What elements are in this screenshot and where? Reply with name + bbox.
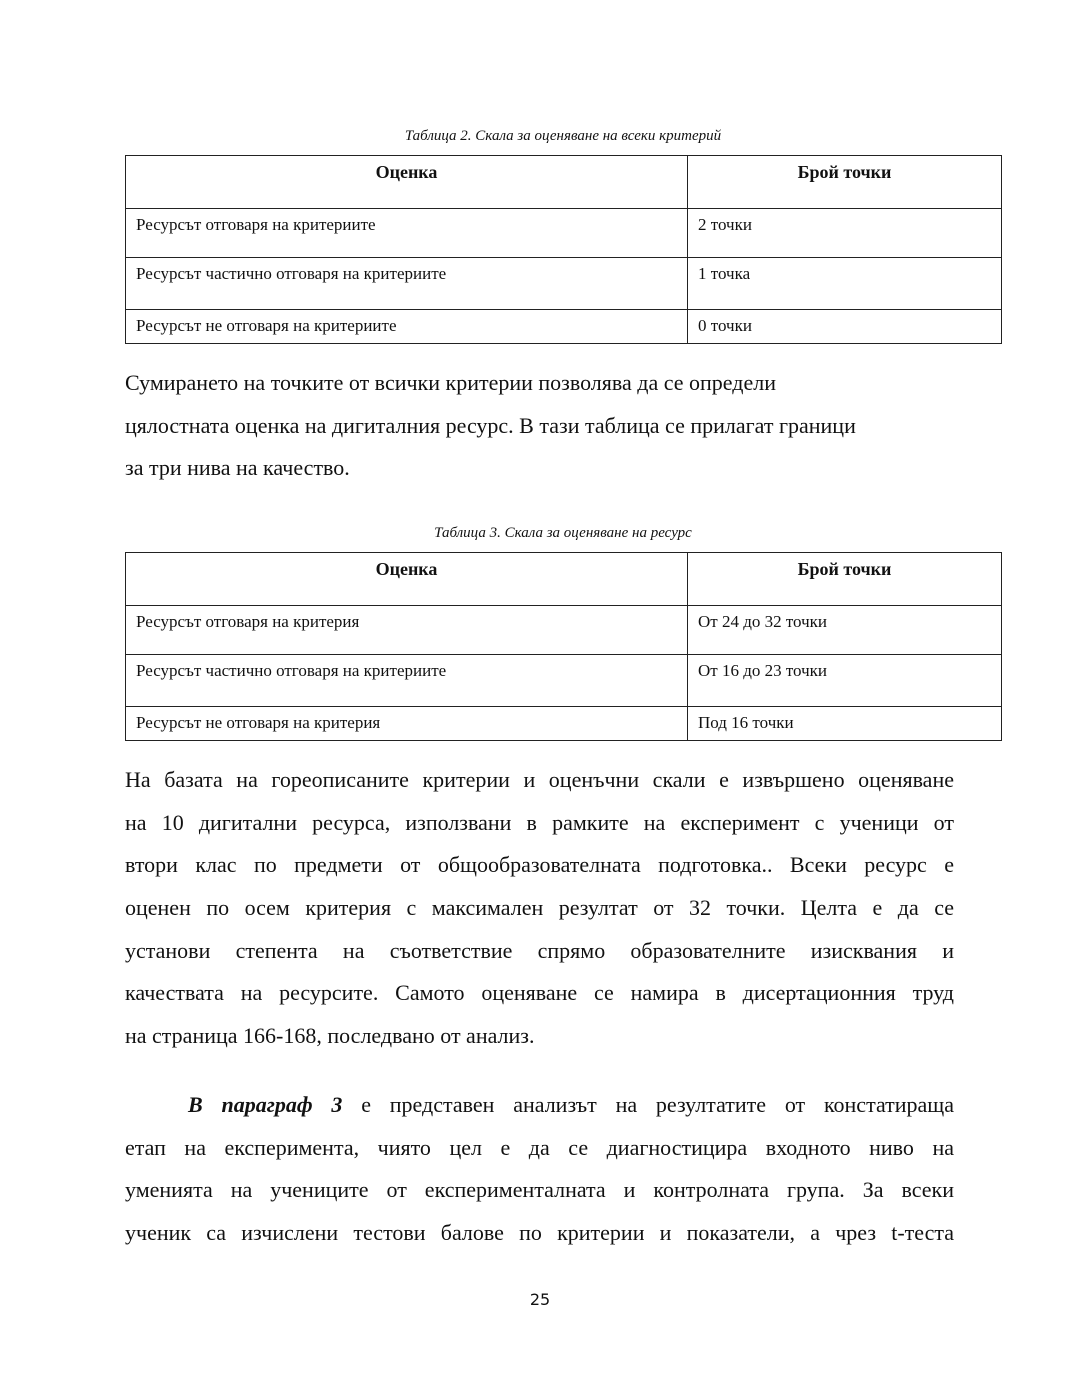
text-line: за три нива на качество. [125, 455, 350, 481]
table-header-cell: Оценка [126, 553, 688, 606]
table-cell: От 16 до 23 точки [688, 655, 1002, 707]
table-cell: Ресурсът частично отговаря на критериите [126, 258, 688, 310]
table3-caption: Таблица 3. Скала за оценяване на ресурс [434, 525, 692, 541]
table-header-row [126, 553, 1002, 606]
text-fragment: е представен анализът на резултатите от констатираща [342, 1092, 954, 1117]
text-line: ученик са изчислени тестови балове по критерии и показатели, а чрез t-теста [125, 1220, 954, 1246]
table2 [125, 155, 1002, 344]
paragraph-scoring-summary [125, 362, 954, 490]
table-row [126, 310, 1002, 344]
text-line: На базата на гореописаните критерии и оценъчни скали е извършено оценяване [125, 767, 954, 792]
section-reference: В параграф 3 [188, 1092, 343, 1117]
table-cell: 2 точки [688, 209, 1002, 258]
table-row [126, 707, 1002, 741]
table-header-cell: Брой точки [688, 156, 1002, 209]
table-cell: 0 точки [688, 310, 1002, 344]
table-header-row [126, 156, 1002, 209]
text-line: на страница 166-168, последвано от анализ. [125, 1023, 535, 1049]
text-line [125, 1084, 954, 1127]
page-number: 25 [529, 1290, 551, 1309]
table-header-cell: Брой точки [688, 553, 1002, 606]
table3 [125, 552, 1002, 741]
table-row [126, 258, 1002, 310]
text-line: на 10 дигитални ресурса, използвани в рамките на експеримент с ученици от [125, 809, 954, 835]
paragraph-section-3 [125, 1084, 954, 1255]
table-cell: Ресурсът частично отговаря на критериите [126, 655, 688, 707]
text-line: Сумирането на точките от всички критерии позволява да се определи [125, 370, 776, 395]
table-row [126, 209, 1002, 258]
table-cell: Ресурсът не отговаря на критерия [126, 707, 688, 741]
table-header-cell: Оценка [126, 156, 688, 209]
table-cell: Ресурсът отговаря на критериите [126, 209, 688, 258]
text-line: оценен по осем критерия с максимален резултат от 32 точки. Целта е да се [125, 895, 954, 921]
table-cell: Под 16 точки [688, 707, 1002, 741]
table-row [126, 606, 1002, 655]
table-row [126, 655, 1002, 707]
table-cell: 1 точка [688, 258, 1002, 310]
table-cell: От 24 до 32 точки [688, 606, 1002, 655]
table2-caption: Таблица 2. Скала за оценяване на всеки критерий [404, 128, 722, 144]
text-line: установи степента на съответствие спрямо образователните изисквания и [125, 937, 954, 963]
paragraph-evaluation [125, 759, 954, 1058]
text-line: цялостната оценка на дигиталния ресурс. В тази таблица се прилагат граници [125, 412, 856, 438]
text-line: качествата на ресурсите. Самото оценяване се намира в дисертационния труд [125, 980, 954, 1006]
text-line: втори клас по предмети от общообразователната подготовка.. Всеки ресурс е [125, 852, 954, 878]
text-line: уменията на учениците от експерименталната и контролната група. За всеки [125, 1177, 954, 1203]
table-cell: Ресурсът отговаря на критерия [126, 606, 688, 655]
table-cell: Ресурсът не отговаря на критериите [126, 310, 688, 344]
text-line: етап на експеримента, чиято цел е да се диагностицира входното ниво на [125, 1134, 954, 1160]
